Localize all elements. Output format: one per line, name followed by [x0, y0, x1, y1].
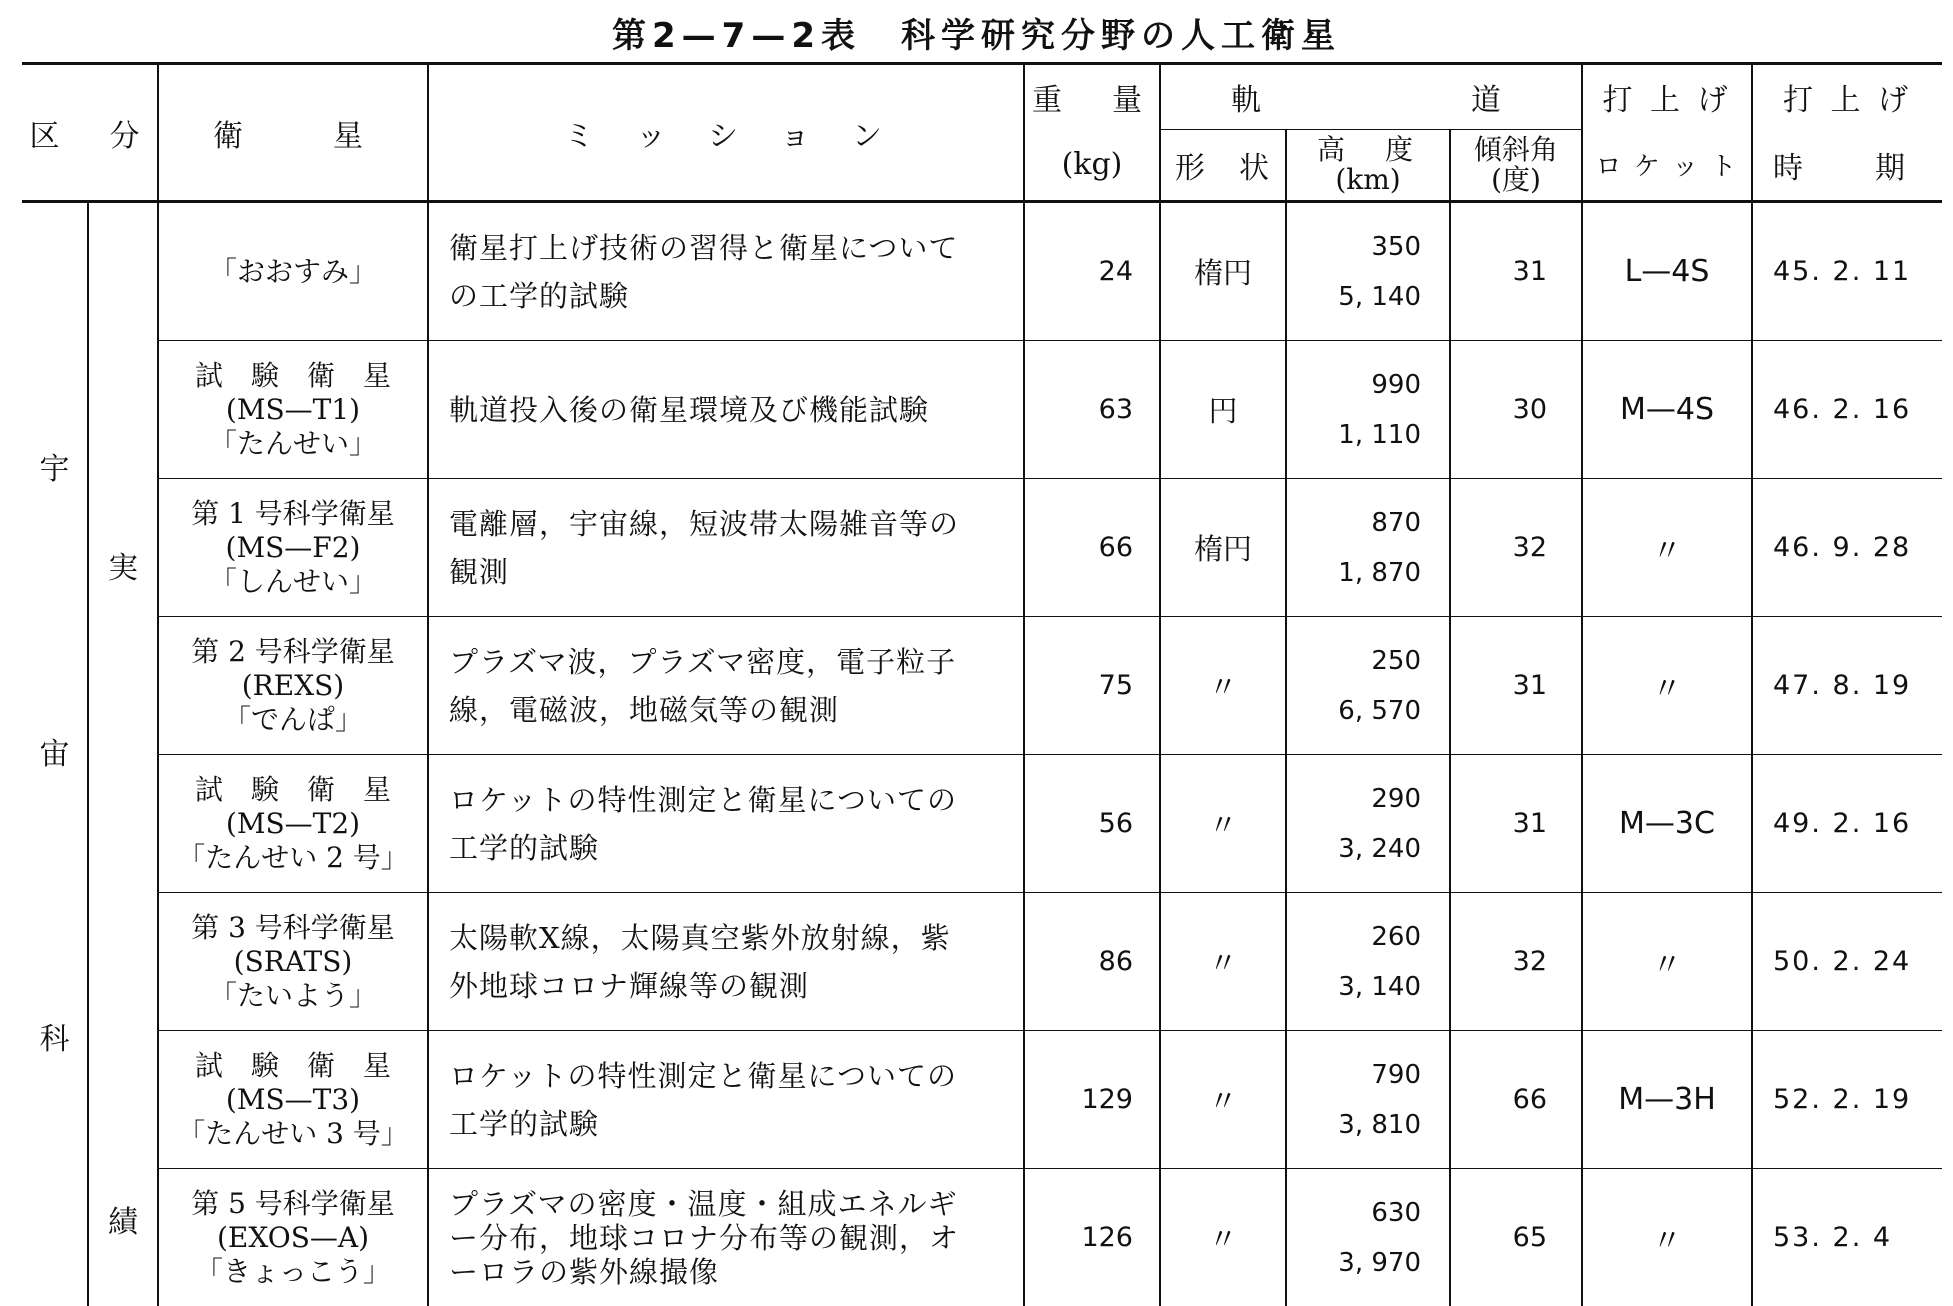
mission-cell: [428, 479, 1024, 617]
shape-cell: 楕円: [1160, 202, 1286, 341]
mission-line: プラズマ波，プラズマ密度，電子粒子: [449, 638, 1015, 686]
launch-date-cell: 46. 2. 16: [1752, 341, 1942, 479]
satellite-name-line: 「でんぱ」: [159, 703, 427, 737]
altitude-value: 5, 140: [1287, 272, 1421, 322]
category-inner-cell: [88, 202, 158, 1306]
mission-line: 線，電磁波，地磁気等の観測: [449, 686, 1015, 734]
table-title: 第2—7—2表 科学研究分野の人工衛星: [0, 8, 1953, 57]
mission-cell: [428, 341, 1024, 479]
weight-cell: 86: [1024, 893, 1160, 1031]
altitude-cell: [1286, 1169, 1450, 1306]
inclination-cell: 66: [1450, 1031, 1582, 1169]
launch-date-cell: 53. 2. 4: [1752, 1169, 1942, 1306]
shape-cell: 〃: [1160, 893, 1286, 1031]
header-inclination: [1450, 130, 1582, 202]
mission-line: 工学的試験: [449, 1100, 1015, 1148]
satellite-cell: [158, 755, 428, 893]
category-inner-text: [89, 203, 157, 1299]
mission-line: 太陽軟X線，太陽真空紫外放射線，紫: [449, 914, 1015, 962]
rocket-cell: M—3H: [1582, 1031, 1752, 1169]
category-inner-char: 績: [108, 1197, 138, 1241]
inclination-cell: 31: [1450, 202, 1582, 341]
launch-date-cell: 45. 2. 11: [1752, 202, 1942, 341]
satellite-name-line: 「たんせい 3 号」: [159, 1117, 427, 1151]
weight-cell: 24: [1024, 202, 1160, 341]
mission-cell: [428, 202, 1024, 341]
mission-cell: [428, 893, 1024, 1031]
satellite-name-line: 「しんせい」: [159, 565, 427, 599]
mission-line: ーロラの紫外線撮像: [449, 1255, 1015, 1289]
mission-line: ロケットの特性測定と衛星についての: [449, 1052, 1015, 1100]
altitude-value: 870: [1287, 498, 1421, 548]
altitude-cell: [1286, 893, 1450, 1031]
shape-cell: 円: [1160, 341, 1286, 479]
altitude-value: 3, 140: [1287, 962, 1421, 1012]
table-row: [22, 755, 1942, 893]
header-rocket-top: 打 上 げ: [1582, 64, 1752, 130]
rocket-cell: 〃: [1582, 479, 1752, 617]
header-launch-bottom: 時 期: [1752, 130, 1942, 202]
satellite-name-line: 「たんせい」: [159, 427, 427, 461]
header-altitude-unit: (km): [1287, 165, 1449, 195]
header-satellite: 衛 星: [158, 64, 428, 202]
altitude-value: 6, 570: [1287, 686, 1421, 736]
table-row: [22, 479, 1942, 617]
weight-cell: 126: [1024, 1169, 1160, 1306]
altitude-value: 1, 110: [1287, 410, 1421, 460]
category-outer-char: 宙: [40, 729, 70, 773]
altitude-cell: [1286, 479, 1450, 617]
satellite-name-line: 試 験 衛 星: [159, 1049, 427, 1083]
rocket-cell: M—4S: [1582, 341, 1752, 479]
table-row: [22, 202, 1942, 341]
satellite-name-line: (SRATS): [159, 945, 427, 979]
satellite-name-line: 「たいよう」: [159, 979, 427, 1013]
header-weight: 重 量: [1024, 64, 1160, 130]
table-row: [22, 1031, 1942, 1169]
mission-line: ロケットの特性測定と衛星についての: [449, 776, 1015, 824]
inclination-cell: 65: [1450, 1169, 1582, 1306]
launch-date-cell: 46. 9. 28: [1752, 479, 1942, 617]
satellite-name-line: (MS—T2): [159, 807, 427, 841]
mission-cell: [428, 1169, 1024, 1306]
header-category: 区 分: [22, 64, 158, 202]
header-weight-unit: (kg): [1024, 130, 1160, 202]
header-rocket-bottom: ロ ケ ッ ト: [1582, 130, 1752, 202]
rocket-cell: L—4S: [1582, 202, 1752, 341]
category-outer-char: 宇: [40, 444, 70, 488]
satellite-name-line: (REXS): [159, 669, 427, 703]
satellite-cell: [158, 341, 428, 479]
mission-line: 観測: [449, 548, 1015, 596]
altitude-value: 630: [1287, 1188, 1421, 1238]
altitude-value: 1, 870: [1287, 548, 1421, 598]
satellite-cell: [158, 479, 428, 617]
launch-date-cell: 52. 2. 19: [1752, 1031, 1942, 1169]
header-altitude-label: 高 度: [1287, 135, 1449, 165]
mission-cell: [428, 1031, 1024, 1169]
shape-cell: 〃: [1160, 1031, 1286, 1169]
inclination-cell: 31: [1450, 617, 1582, 755]
shape-cell: 〃: [1160, 1169, 1286, 1306]
weight-cell: 56: [1024, 755, 1160, 893]
satellite-name-line: (MS—F2): [159, 531, 427, 565]
satellite-cell: [158, 1031, 428, 1169]
satellite-name-line: 第 2 号科学衛星: [159, 635, 427, 669]
header-orbit: 軌 道: [1160, 64, 1582, 130]
mission-line: 電離層，宇宙線，短波帯太陽雑音等の: [449, 500, 1015, 548]
rocket-cell: M—3C: [1582, 755, 1752, 893]
rocket-cell: 〃: [1582, 1169, 1752, 1306]
weight-cell: 66: [1024, 479, 1160, 617]
satellite-name-line: 試 験 衛 星: [159, 359, 427, 393]
satellite-name-line: 「おおすみ」: [159, 255, 427, 289]
altitude-cell: [1286, 617, 1450, 755]
satellite-name-line: 第 1 号科学衛星: [159, 497, 427, 531]
altitude-cell: [1286, 202, 1450, 341]
satellite-cell: [158, 1169, 428, 1306]
shape-cell: 楕円: [1160, 479, 1286, 617]
satellite-name-line: 第 5 号科学衛星: [159, 1187, 427, 1221]
mission-cell: [428, 617, 1024, 755]
table-row: [22, 341, 1942, 479]
inclination-cell: 32: [1450, 893, 1582, 1031]
mission-line: プラズマの密度・温度・組成エネルギ: [449, 1187, 1015, 1221]
altitude-cell: [1286, 341, 1450, 479]
header-inclination-label: 傾斜角: [1451, 135, 1581, 165]
mission-line: ー分布，地球コロナ分布等の観測，オ: [449, 1221, 1015, 1255]
rocket-cell: 〃: [1582, 893, 1752, 1031]
launch-date-cell: 47. 8. 19: [1752, 617, 1942, 755]
altitude-value: 790: [1287, 1050, 1421, 1100]
satellite-table: [22, 62, 1942, 1306]
mission-line: 工学的試験: [449, 824, 1015, 872]
category-inner-char: 実: [108, 543, 138, 587]
category-outer-text: [22, 203, 87, 1299]
satellite-name-line: 「たんせい 2 号」: [159, 841, 427, 875]
category-outer-cell: [22, 202, 88, 1306]
satellite-name-line: (MS—T3): [159, 1083, 427, 1117]
satellite-name-line: (EXOS—A): [159, 1221, 427, 1255]
altitude-value: 260: [1287, 912, 1421, 962]
altitude-value: 350: [1287, 222, 1421, 272]
header-shape: 形 状: [1160, 130, 1286, 202]
inclination-cell: 32: [1450, 479, 1582, 617]
inclination-cell: 30: [1450, 341, 1582, 479]
launch-date-cell: 49. 2. 16: [1752, 755, 1942, 893]
shape-cell: 〃: [1160, 755, 1286, 893]
weight-cell: 75: [1024, 617, 1160, 755]
weight-cell: 63: [1024, 341, 1160, 479]
mission-cell: [428, 755, 1024, 893]
altitude-cell: [1286, 1031, 1450, 1169]
satellite-cell: [158, 202, 428, 341]
header-inclination-unit: (度): [1451, 165, 1581, 195]
shape-cell: 〃: [1160, 617, 1286, 755]
altitude-value: 990: [1287, 360, 1421, 410]
satellite-name-line: 試 験 衛 星: [159, 773, 427, 807]
satellite-name-line: 第 3 号科学衛星: [159, 911, 427, 945]
altitude-value: 250: [1287, 636, 1421, 686]
altitude-value: 3, 240: [1287, 824, 1421, 874]
header-launch-top: 打 上 げ: [1752, 64, 1942, 130]
category-outer-char: 科: [40, 1014, 70, 1058]
mission-line: 軌道投入後の衛星環境及び機能試験: [449, 386, 1015, 434]
mission-line: 衛星打上げ技術の習得と衛星について: [449, 224, 1015, 272]
table-row: [22, 617, 1942, 755]
rocket-cell: 〃: [1582, 617, 1752, 755]
table-row: [22, 1169, 1942, 1306]
table-row: [22, 893, 1942, 1031]
header-altitude: [1286, 130, 1450, 202]
weight-cell: 129: [1024, 1031, 1160, 1169]
satellite-cell: [158, 617, 428, 755]
mission-line: 外地球コロナ輝線等の観測: [449, 962, 1015, 1010]
altitude-value: 290: [1287, 774, 1421, 824]
altitude-value: 3, 970: [1287, 1238, 1421, 1288]
inclination-cell: 31: [1450, 755, 1582, 893]
altitude-value: 3, 810: [1287, 1100, 1421, 1150]
launch-date-cell: 50. 2. 24: [1752, 893, 1942, 1031]
mission-line: の工学的試験: [449, 272, 1015, 320]
satellite-cell: [158, 893, 428, 1031]
altitude-cell: [1286, 755, 1450, 893]
satellite-name-line: 「きょっこう」: [159, 1255, 427, 1289]
satellite-name-line: (MS—T1): [159, 393, 427, 427]
header-mission: ミ ッ シ ョ ン: [428, 64, 1024, 202]
